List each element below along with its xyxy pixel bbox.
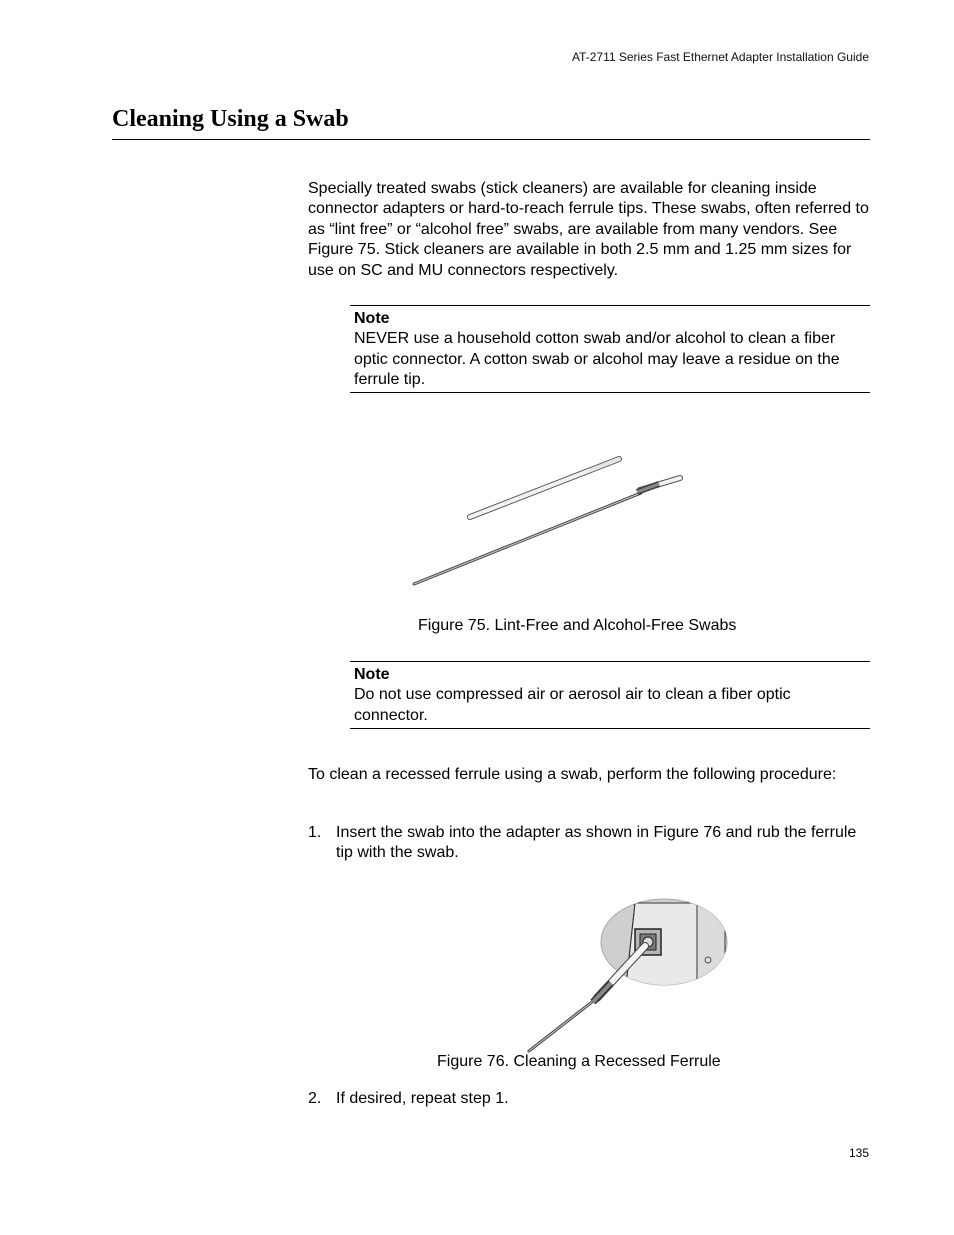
step-2: [308, 1089, 870, 1109]
step-number: 2.: [308, 1090, 322, 1107]
section-rule: [112, 139, 870, 140]
figure-76-caption: Figure 76. Cleaning a Recessed Ferrule: [437, 1053, 721, 1070]
note-label: Note: [354, 310, 390, 327]
step-text: If desired, repeat step 1.: [336, 1090, 509, 1107]
alcohol-free-swab: [414, 478, 680, 584]
section-title: Cleaning Using a Swab: [112, 106, 349, 132]
note-text: Do not use compressed air or aerosol air to clean a fiber optic connector.: [354, 686, 791, 724]
swab-in-adapter: [529, 946, 645, 1051]
step-number: 1.: [308, 824, 322, 841]
note-box-1: [350, 305, 870, 393]
note-text: NEVER use a household cotton swab and/or alcohol to clean a fiber optic connector. A cotton swab or alcohol may leave a residue on the ferrule tip.: [354, 330, 840, 389]
figure-76-recessed-ferrule-illustration: [525, 895, 735, 1055]
figure-75-swabs-illustration: [405, 450, 695, 590]
lint-free-swab: [470, 459, 619, 517]
procedure-intro: To clean a recessed ferrule using a swab, perform the following procedure:: [308, 766, 837, 783]
step-1: [308, 823, 870, 864]
note-label: Note: [354, 666, 390, 683]
note-box-2: [350, 661, 870, 729]
intro-paragraph: Specially treated swabs (stick cleaners) are available for cleaning inside connector adapters or hard-to-reach ferrule tips. These swabs, often referred to as “lint free” or “alcohol free” swabs, are available from many vendors. See Figure 75. Stick cleaners are available in both 2.5 mm and 1.25 mm sizes for use on SC and MU connectors respectively.: [308, 180, 869, 279]
step-text: Insert the swab into the adapter as shown in Figure 76 and rub the ferrule tip with the swab.: [336, 824, 857, 862]
figure-75-caption: Figure 75. Lint-Free and Alcohol-Free Swabs: [418, 617, 737, 634]
running-header: AT-2711 Series Fast Ethernet Adapter Installation Guide: [571, 50, 869, 64]
page-number: 135: [848, 1146, 869, 1160]
